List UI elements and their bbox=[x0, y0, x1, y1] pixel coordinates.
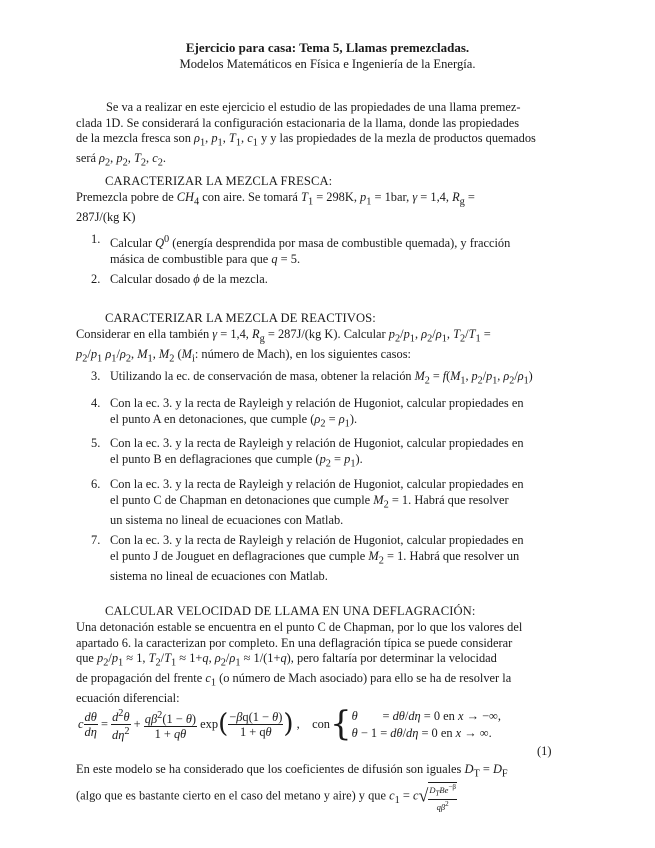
section2-paragraph bbox=[76, 327, 563, 367]
section3-line-2: apartado 6. la caracterizan por completo. En una deflagración típica se puede considerar bbox=[76, 635, 513, 650]
closing-line-1: En este modelo se ha considerado que los coeficientes de difusión son iguales $D_T = D_F$ bbox=[76, 762, 508, 780]
equation-number: (1) bbox=[537, 744, 552, 758]
section3-paragraph bbox=[76, 620, 563, 707]
section3-line-4: de propagación del frente $c_1$ (o número de Mach asociado) para ello se ha de resolver la bbox=[76, 671, 512, 689]
list-item: 2. Calcular dosado ϕ de la mezcla. bbox=[91, 272, 268, 286]
list-item: 7. Con la ec. 3. y la recta de Rayleigh y relación de Hugoniot, calcular propiedades en el punto J de Jouguet en deflagraciones que cumple $M_2 = 1$. Habrá que resolver un sistema no lineal de ecuaciones con Matlab. bbox=[91, 533, 524, 583]
section3-line-1: Una detonación estable se encuentra en el punto C de Chapman, por lo que los valores del bbox=[76, 620, 523, 634]
list-item: 5. Con la ec. 3. y la recta de Rayleigh y relación de Hugoniot, calcular propiedades en el punto B en deflagraciones que cumple $(p_2 = p_1)$. bbox=[91, 436, 524, 470]
section-heading-reactants: CARACTERIZAR LA MEZCLA DE REACTIVOS: bbox=[105, 311, 376, 325]
list-item: 4. Con la ec. 3. y la recta de Rayleigh y relación de Hugoniot, calcular propiedades en el punto A en detonaciones, que cumple $(\rho_2 = \rho_1)$. bbox=[91, 396, 524, 430]
list-item: 1. Calcular $Q^0$ (energía desprendida por masa de combustible quemada), y fracción másica de combustible para que q = 5. bbox=[91, 232, 511, 266]
section3-line-3: que $p_2/p_1 \approx 1$, $T_2/T_1 \approx 1+q$, $\rho_2/\rho_1 \approx 1/(1+q)$, pero faltaría por determinar la velocidad bbox=[76, 651, 497, 669]
section1-line-2: 287J/(kg K) bbox=[76, 210, 136, 225]
intro-line-3: de la mezcla fresca son $\rho_1$, $p_1$, $T_1$, $c_1$ y y las propiedades de la mezla de productos quemados bbox=[76, 131, 536, 149]
list-item: 3. Utilizando la ec. de conservación de masa, obtener la relación $M_2 = f(M_1$, $p_2/p_1$, $\rho_2/\rho_1$) bbox=[91, 369, 533, 387]
section3-line-5: ecuación diferencial: bbox=[76, 691, 180, 706]
section2-line-1: Considerar en ella también γ = 1,4, $R_g = 287J/(kg$ K). Calcular $p_2/p_1$, $\rho_2/\rho_1$, $T_2/T_1$ = bbox=[76, 327, 491, 345]
page-title: Ejercicio para casa: Tema 5, Llamas premezcladas. bbox=[185, 40, 470, 55]
differential-equation: c $\frac{d\theta}{d\eta}$ = $\frac{d^2\theta}{d\eta^2}$ + $\frac{q\beta^2(1 - \theta)}{1 + q\theta}$ exp( $\frac{-\beta q(1 - \theta)}{1 + q\theta}$ ) , con{ θ = dθ/dη = 0 en x → −∞, θ − 1 = dθ/dη = 0 en x → ∞. bbox=[78, 703, 501, 744]
intro-paragraph bbox=[76, 100, 563, 171]
intro-line-1: Se va a realizar en este ejercicio el estudio de las propiedades de una llama premez- bbox=[106, 100, 521, 114]
section-heading-flame-velocity: CALCULAR VELOCIDAD DE LLAMA EN UNA DEFLAGRACIÓN: bbox=[105, 604, 476, 618]
section1-line-1: Premezcla pobre de $CH_4$ con aire. Se tomará $T_1 = 298K$, $p_1 = 1bar$, γ = 1,4, $R_g$ = bbox=[76, 190, 475, 208]
page-subtitle: Modelos Matemáticos en Física e Ingeniería de la Energía. bbox=[179, 57, 476, 71]
intro-line-2: clada 1D. Se considerará la configuración estacionaria de la llama, donde las propiedades bbox=[76, 115, 520, 130]
section2-line-2: $p_2/p_1$ $\rho_1/\rho_2$, $M_1$, $M_2$ ($M_i$: número de Mach), en los siguientes casos: bbox=[76, 347, 411, 365]
closing-line-2: (algo que es bastante cierto en el caso del metano y aire) y que $c_1 = c√$ $\frac{D_TBe^{-\beta}}{q\beta^2}$ bbox=[76, 783, 456, 812]
list-item: 6. Con la ec. 3. y la recta de Rayleigh y relación de Hugoniot, calcular propiedades en el punto C de Chapman en detonaciones que cumple $M_2 = 1$. Habrá que resolver un sistema no lineal de ecuaciones con Matlab. bbox=[91, 477, 524, 527]
intro-line-4: será $\rho_2$, $p_2$, $T_2$, $c_2$. bbox=[76, 151, 167, 169]
section3-closing-paragraph bbox=[76, 762, 563, 811]
section1-paragraph bbox=[76, 190, 563, 226]
section-heading-fresh-mixture: CARACTERIZAR LA MEZCLA FRESCA: bbox=[105, 174, 333, 188]
